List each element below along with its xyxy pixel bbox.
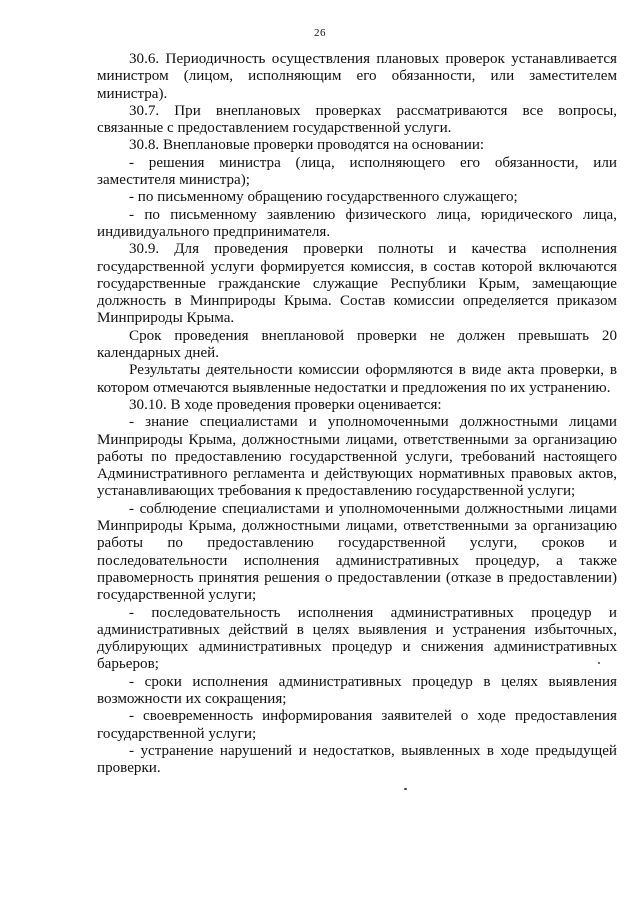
paragraph-30-7: 30.7. При внеплановых проверках рассматриваются все вопросы, связанные с предоставлением государственной услуги. — [97, 102, 617, 137]
page-number: 26 — [314, 27, 326, 39]
paragraph-inspection-term: Срок проведения внеплановой проверки не должен превышать 20 календарных дней. — [97, 327, 617, 362]
list-item-remediation: - устранение нарушений и недостатков, выявленных в ходе предыдущей проверки. — [97, 742, 617, 777]
document-body — [97, 51, 617, 777]
list-item-minister-decision: - решения министра (лица, исполняющего его обязанности, или заместителя министра); — [97, 154, 617, 189]
list-item-deadlines: - сроки исполнения административных процедур в целях выявления возможности их сокращения; — [97, 673, 617, 707]
list-item-employee-appeal: - по письменному обращению государственного служащего; — [129, 189, 518, 206]
scan-speck — [598, 662, 600, 664]
paragraph-30-9: 30.9. Для проведения проверки полноты и качества исполнения государственной услуги формируется комиссия, в состав которой включаются государственные гражданские служащие Республики Крым, замещающие должность в Минприроды Крыма. Состав комиссии определяется приказом Минприроды Крыма. — [97, 241, 617, 327]
list-item-sequence: - последовательность исполнения административных процедур и административных действий в целях выявления и устранения избыточных, дублирующих административных процедур и снижения административных барьеров; — [97, 604, 617, 673]
paragraph-commission-results: Результаты деятельности комиссии оформляются в виде акта проверки, в котором отмечаются выявленные недостатки и предложения по их устранению. — [97, 362, 617, 396]
list-item-knowledge: - знание специалистами и уполномоченными должностными лицами Минприроды Крыма, должностными лицами, ответственными за организацию работы по предоставлению государственной услуги, требований настоящего Административного регламента и действующих нормативных правовых актов, устанавливающих требования к предоставлению государственной услуги; — [97, 414, 617, 500]
scan-speck — [404, 788, 407, 790]
paragraph-30-10: 30.10. В ходе проведения проверки оценивается: — [129, 396, 442, 413]
list-item-written-statement: - по письменному заявлению физического лица, юридического лица, индивидуального предпринимателя. — [97, 206, 617, 240]
paragraph-30-8: 30.8. Внеплановые проверки проводятся на основании: — [129, 137, 485, 154]
list-item-compliance: - соблюдение специалистами и уполномоченными должностными лицами Минприроды Крыма, должностными лицами, ответственными за организацию работы по предоставлению государственной услуги, сроков и последовательности исполнения административных процедур, а также правомерность принятия решения о предоставлении (отказе в предоставлении) государственной услуги; — [97, 500, 617, 604]
list-item-informing: - своевременность информирования заявителей о ходе предоставления государственной услуги; — [97, 708, 617, 742]
paragraph-30-6: 30.6. Периодичность осуществления плановых проверок устанавливается министром (лицом, исполняющим его обязанности, или заместителем министра). — [97, 51, 617, 102]
